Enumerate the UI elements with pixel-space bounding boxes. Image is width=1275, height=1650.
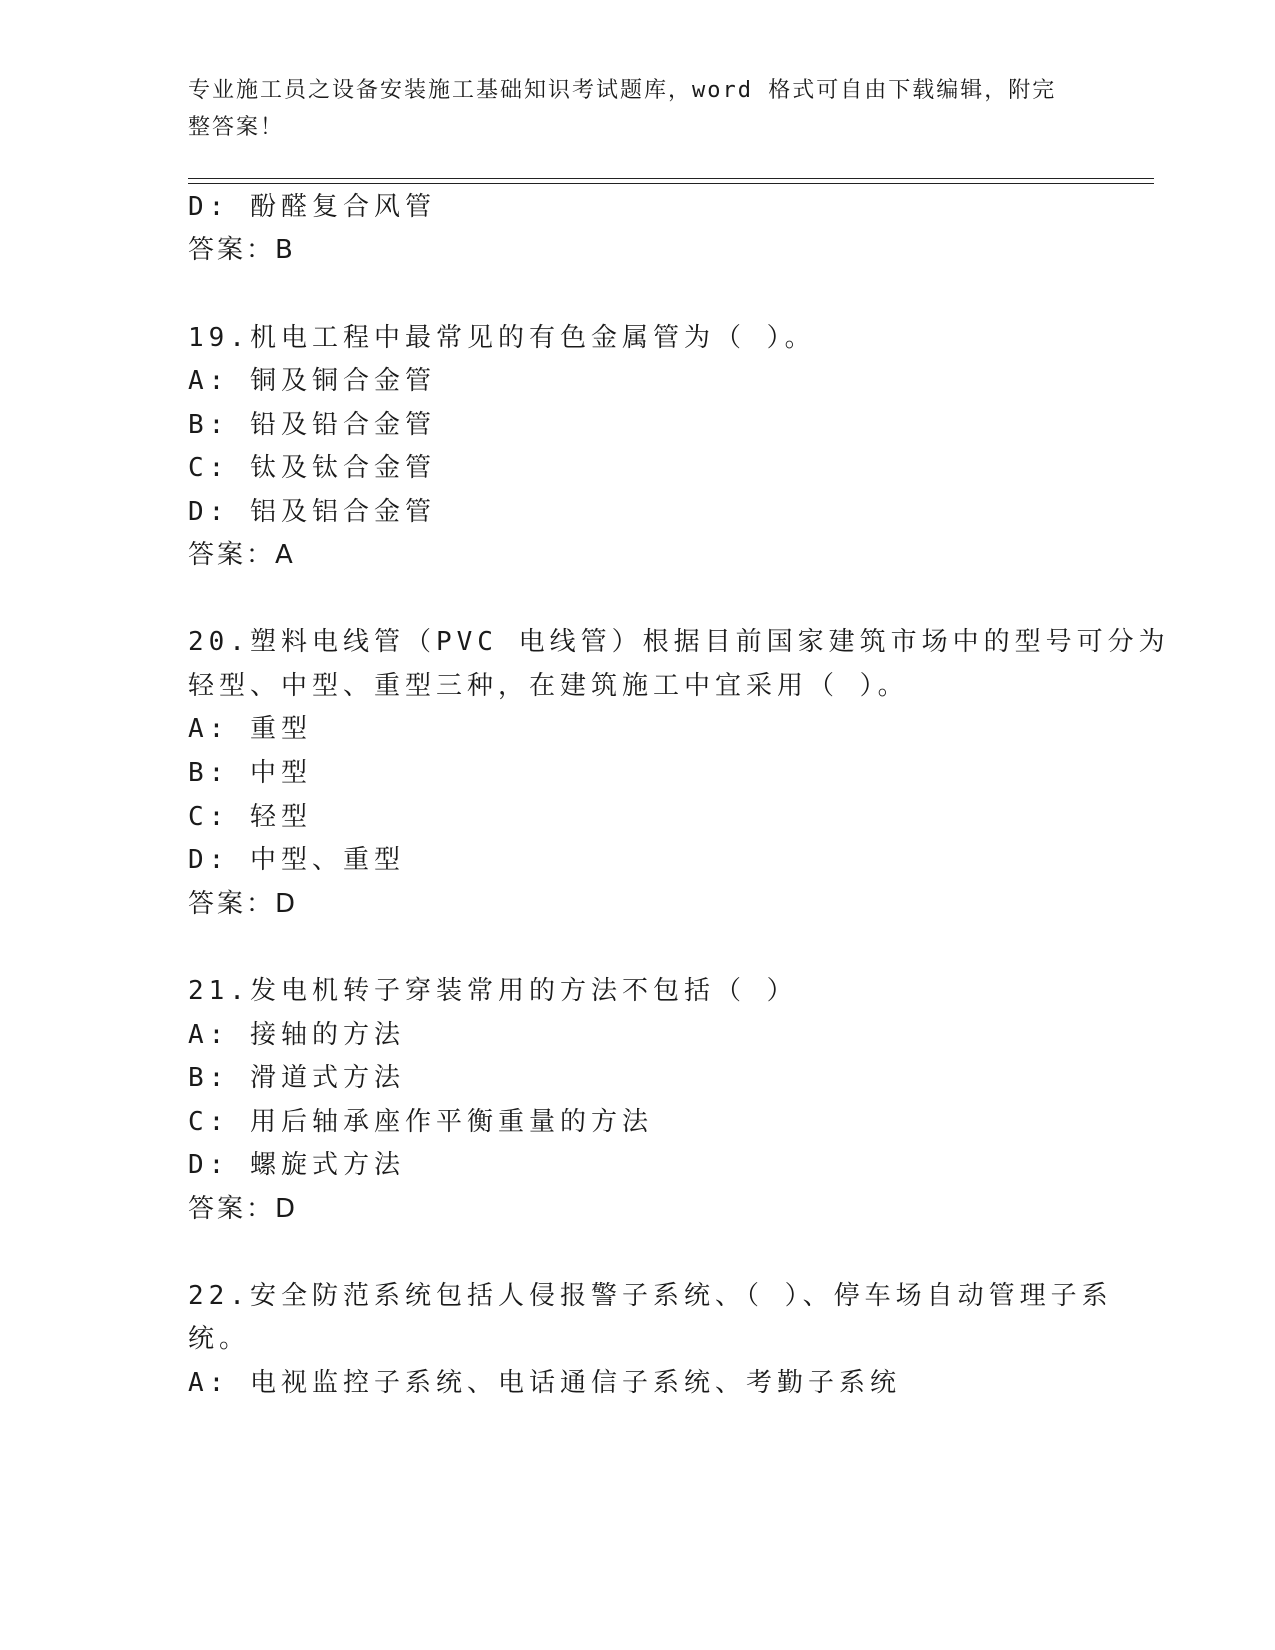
option-text: A: 电视监控子系统、电话通信子系统、考勤子系统 — [188, 1368, 901, 1398]
question-text: 21.发电机转子穿装常用的方法不包括（ ） — [188, 976, 798, 1006]
option-text: D: 铝及铝合金管 — [188, 497, 436, 527]
option-text: A: 接轴的方法 — [188, 1020, 405, 1050]
header-line-2: 整答案！ — [188, 115, 285, 140]
option-text: C: 用后轴承座作平衡重量的方法 — [188, 1107, 653, 1137]
option-text: B: 铅及铅合金管 — [188, 410, 436, 440]
header-divider-top — [188, 178, 1154, 179]
answer-text: 答案：B — [188, 235, 296, 265]
option-text: B: 滑道式方法 — [188, 1063, 405, 1093]
question-text: 统。 — [188, 1324, 251, 1354]
option-text: C: 轻型 — [188, 802, 312, 832]
question-text: 19.机电工程中最常见的有色金属管为（ ）。 — [188, 323, 816, 353]
document-header — [188, 72, 1068, 146]
option-text: D: 螺旋式方法 — [188, 1150, 405, 1180]
question-text: 轻型、中型、重型三种，在建筑施工中宜采用（ ）。 — [188, 671, 909, 701]
option-text: B: 中型 — [188, 758, 312, 788]
answer-text: 答案：D — [188, 1194, 299, 1224]
option-text: A: 铜及铜合金管 — [188, 366, 436, 396]
header-divider-bottom — [188, 183, 1154, 184]
question-text: 22.安全防范系统包括人侵报警子系统、（ ）、停车场自动管理子系 — [188, 1281, 1113, 1311]
question-text: 20.塑料电线管（PVC 电线管）根据目前国家建筑市场中的型号可分为 — [188, 627, 1170, 657]
header-line-1: 专业施工员之设备安装施工基础知识考试题库，word 格式可自由下载编辑，附完 — [188, 78, 1057, 103]
answer-text: 答案：D — [188, 889, 299, 919]
option-text: A: 重型 — [188, 714, 312, 744]
option-text: D: 酚醛复合风管 — [188, 192, 436, 222]
option-text: C: 钛及钛合金管 — [188, 453, 436, 483]
answer-text: 答案：A — [188, 540, 296, 570]
option-text: D: 中型、重型 — [188, 845, 405, 875]
